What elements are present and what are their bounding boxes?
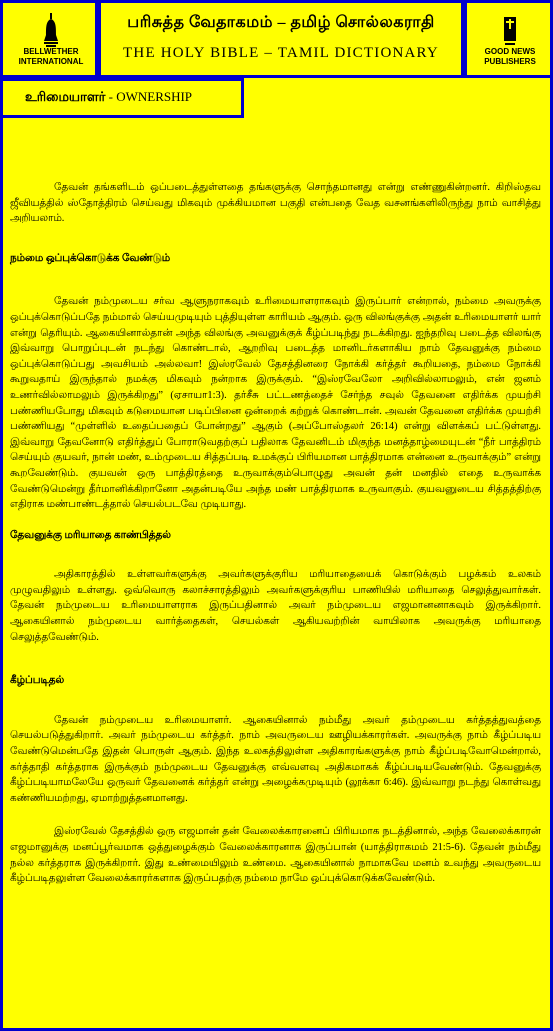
good-news-logo-box xyxy=(464,0,553,78)
good-news-logo xyxy=(473,13,547,67)
section-title-box xyxy=(0,78,244,118)
good-news-logo-line1: GOOD NEWS xyxy=(484,47,536,57)
bellwether-logo-line2: INTERNATIONAL xyxy=(18,57,84,66)
article-body xyxy=(10,180,541,887)
title-tamil: பரிசுத்த வேதாகமம் – தமிழ் சொல்லகராதி xyxy=(127,14,435,31)
bellwether-logo xyxy=(11,13,91,67)
heading-surrender: நம்மை ஒப்புக்கொடுக்க வேண்டும் xyxy=(10,252,171,264)
good-news-logo-line2: PUBLISHERS xyxy=(484,57,536,66)
honour-paragraph: அதிகாரத்தில் உள்ளவர்களுக்கு அவர்களுக்குரிய மரியாதையைக் கொடுக்கும் பழக்கம் உலகம் முழுவதிலும் உள்ளது. ஒவ்வொரு கலாச்சாரத்திலும் அவர்களுக்குரிய பாணியில் மரியாதை செலுத்துவார்கள். தேவன் நம்முடைய உரிமையாளராக இருப்பதினால் அவர் நம்முடைய எஜமானனாகவும் இருக்கிறார். ஆகையினால் நம்முடைய வார்த்தைகள், செயல்கள் ஆகியவற்றின் வாயிலாக அவருக்கு மரியாதை செலுத்தவேண்டும். xyxy=(10,569,541,643)
header-title-box xyxy=(98,0,464,78)
obedience-paragraph: தேவன் நம்முடைய உரிமையாளர். ஆகையினால் நம்மீது அவர் தம்முடைய கர்த்தத்துவத்தை செயல்படுத்துகிறார். அவர் நம்முடைய கர்த்தர். நாம் அவருடைய ஊழியக்காரர்கள். அவருக்கு நாம் கீழ்ப்படிய வேண்டுமென்பதே இதன் பொருள் ஆகும். இந்த உலகத்திலுள்ள அதிகாரங்களுக்கு நாம் கீழ்ப்படிவோமென்றால், கர்த்தாதி கர்த்தராக இருக்கும் நம்முடைய தேவனுக்கு எவ்வளவு அதிகமாகக் கீழ்ப்படியவேண்டும். தேவனுக்கு கீழ்ப்படியாமலேயே ஒருவர் தேவனைக் கர்த்தர் என்று அழைக்கமுடியும் (லூக்கா 6:46). இவ்வாறு நடந்து கொள்வது கண்ணியமற்றது, ஏமாற்றுத்தனமானது. xyxy=(10,714,541,804)
section-title-english: - OWNERSHIP xyxy=(105,89,193,104)
bellwether-logo-box xyxy=(0,0,98,78)
book-emblem-icon xyxy=(503,13,517,47)
bellwether-logo-line1: BELLWETHER xyxy=(23,47,79,57)
title-english: THE HOLY BIBLE – TAMIL DICTIONARY xyxy=(123,45,439,61)
section-title-tamil: உரிமையாளர் xyxy=(25,89,106,104)
heading-honour: தேவனுக்கு மரியாதை காண்பித்தல் xyxy=(10,529,171,541)
heading-obedience: கீழ்ப்படிதல் xyxy=(10,675,65,687)
surrender-paragraph: தேவன் நம்முடைய சர்வ ஆளுநராகவும் உரிமையாளராகவும் இருப்பார் என்றால், நம்மை அவருக்கு ஒப்புக்கொடுப்பதே நம்மால் செய்யமுடியும் புத்தியுள்ள காரியம் ஆகும். ஒரு விலங்குக்கு அதன் உரிமையாளர் யார் என்று தெரியும். ஆகையினால்தான் அந்த விலங்கு அவனுக்குக் கீழ்ப்படிந்து நடக்கிறது. ஐந்தறிவு படைத்த விலங்கு இவ்வாறு பொறுப்புடன் நடந்து கொண்டால், ஆறறிவு படைத்த மானிடர்களாகிய நாம் தேவனுக்கு நம்மை ஒப்புக்கொடுப்பது அவசியம் அல்லவா! இஸ்ரவேல் தேசத்தினரை நோக்கி கர்த்தர் கூறியதை, நம்மை நோக்கி கூறுவதாய் இருந்தால் நமக்கு மிகவும் நன்றாக இருக்கும். “இஸ்ரவேலோ அறிவில்லாமலும், என் ஜனம் உணர்வில்லாமலும் இருக்கிறது” (ஏசாயா1:3). தர்சீசு பட்டணத்தைச் சேர்ந்த சவுல் தேவனை எதிர்க்க முயற்சி பண்ணியபோது மிகவும் கடுமையான படிப்பினை ஒன்றைக் கற்றுக் கொண்டான். அவன் தேவனை எதிர்க்க முயற்சி பண்ணியது “முள்ளில் உதைப்பதைப் போன்றது” ஆகும் (அப்போஸ்தலர் 26:14) என்று விளக்கப் பட்டுள்ளது. இவ்வாறு தேவனோடு எதிர்த்துப் போராடுவதற்குப் பதிலாக தேவனிடம் மிகுந்த மனத்தாழ்மையுடன் “நீர் பாத்திரம் செய்யும் குயவர், நான் மண், உம்முடைய சித்தப்படி உமக்குப் பிரியமான பாத்திரமாக என்னை உருவாக்கும்” என்று கூறவேண்டும். குயவன் ஒரு பாத்திரத்தை உருவாக்கும்பொழுது அவன் தன் மனதில் எதை உருவாக்க வேண்டுமென்று தீர்மானிக்கிறானோ அதன்படியே அந்த மண் பாத்திரமாக உருவாகும். குயவனுடைய சித்தத்திற்கு எதிராக மண்பாண்டத்தால் செயல்படவே முடியாது. xyxy=(10,296,541,511)
bell-emblem-icon xyxy=(44,13,58,47)
servant-paragraph: இஸ்ரவேல் தேசத்தில் ஒரு எஜமான் தன் வேலைக்காரனைப் பிரியமாக நடத்தினால், அந்த வேலைக்காரன் எஜமானுக்கு மனப்பூர்வமாக ஒத்துழைக்கும் வேலைக்காரனாக இருப்பான் (யாத்திராகமம் 21:5-6). தேவன் நம்மீது நல்ல கர்த்தராக இருக்கிறார். இது உண்மையிலும் உண்மை. ஆகையினால் நாமாகவே மனம் உவந்து அவருடைய கீழ்ப்படிதலுள்ள வேலைக்காரர்களாக இருப்பதற்கு நம்மை நாமே ஒப்புக்கொடுக்கவேண்டும். xyxy=(10,826,541,885)
intro-paragraph: தேவன் தங்களிடம் ஒப்படைத்துள்ளதை தங்களுக்கு சொந்தமானது என்று எண்ணுகின்றனர். கிறிஸ்தவ ஜீவியத்தில் ஸ்தோத்திரம் செய்வது மிகவும் முக்கியமான பகுதி என்பதை வேத வசனங்களிலிருந்து நாம் வாசித்து அறியலாம். xyxy=(10,182,541,225)
